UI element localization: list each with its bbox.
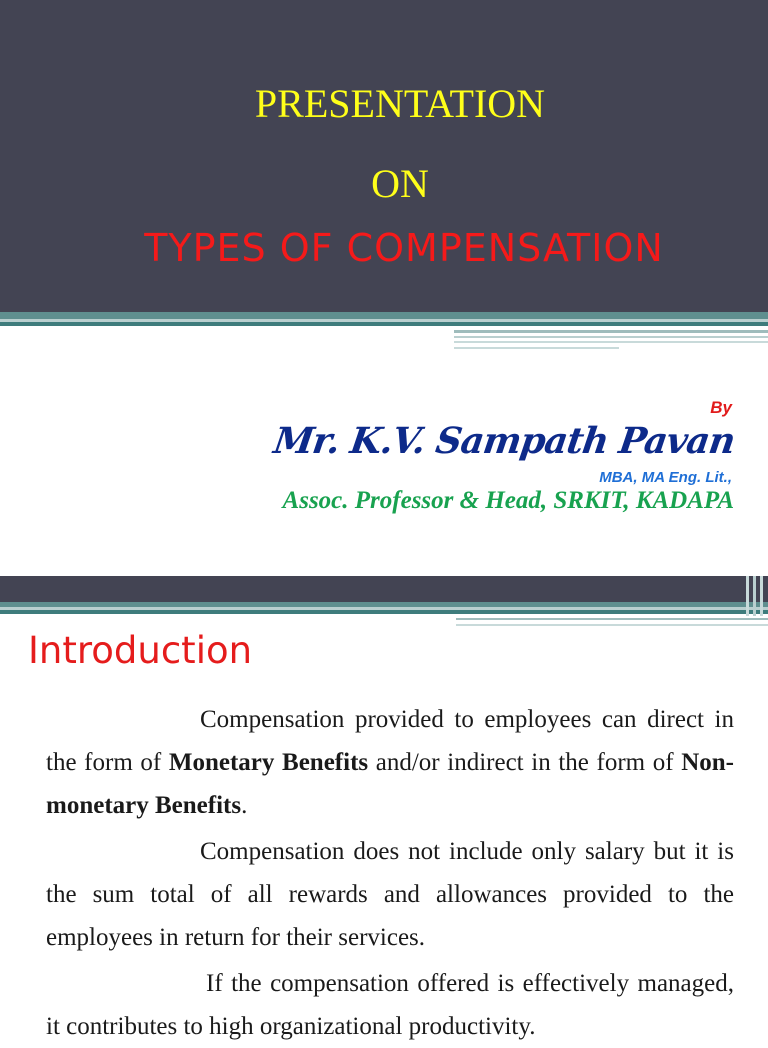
author-name: Mr. K.V. Sampath Pavan xyxy=(270,420,737,462)
intro-paragraph-1: Compensation provided to employees can direct in the form of Monetary Benefits and/or indirect in the form of Non-monetary Benefits. xyxy=(46,706,734,819)
term-monetary-benefits: Monetary Benefits xyxy=(168,749,369,776)
title-line-topic: TYPES OF COMPENSATION xyxy=(144,226,664,270)
content-slide-header xyxy=(0,576,768,602)
slide-heading: Introduction xyxy=(28,629,253,672)
term-non-monetary-benefits: Non-monetary Benefits xyxy=(46,749,734,819)
title-line-on: ON xyxy=(371,161,429,206)
intro-paragraph-3: If the compensation offered is effectively managed, it contributes to high organizational productivity. xyxy=(46,970,734,1040)
by-label: By xyxy=(710,398,732,417)
author-role: Assoc. Professor & Head, SRKIT, KADAPA xyxy=(282,487,734,514)
author-qualifications: MBA, MA Eng. Lit., xyxy=(599,469,732,486)
intro-paragraph-2: Compensation does not include only salary but it is the sum total of all rewards and allowances provided to the employees in return for their services. xyxy=(46,838,734,951)
title-line-presentation: PRESENTATION xyxy=(254,81,546,126)
